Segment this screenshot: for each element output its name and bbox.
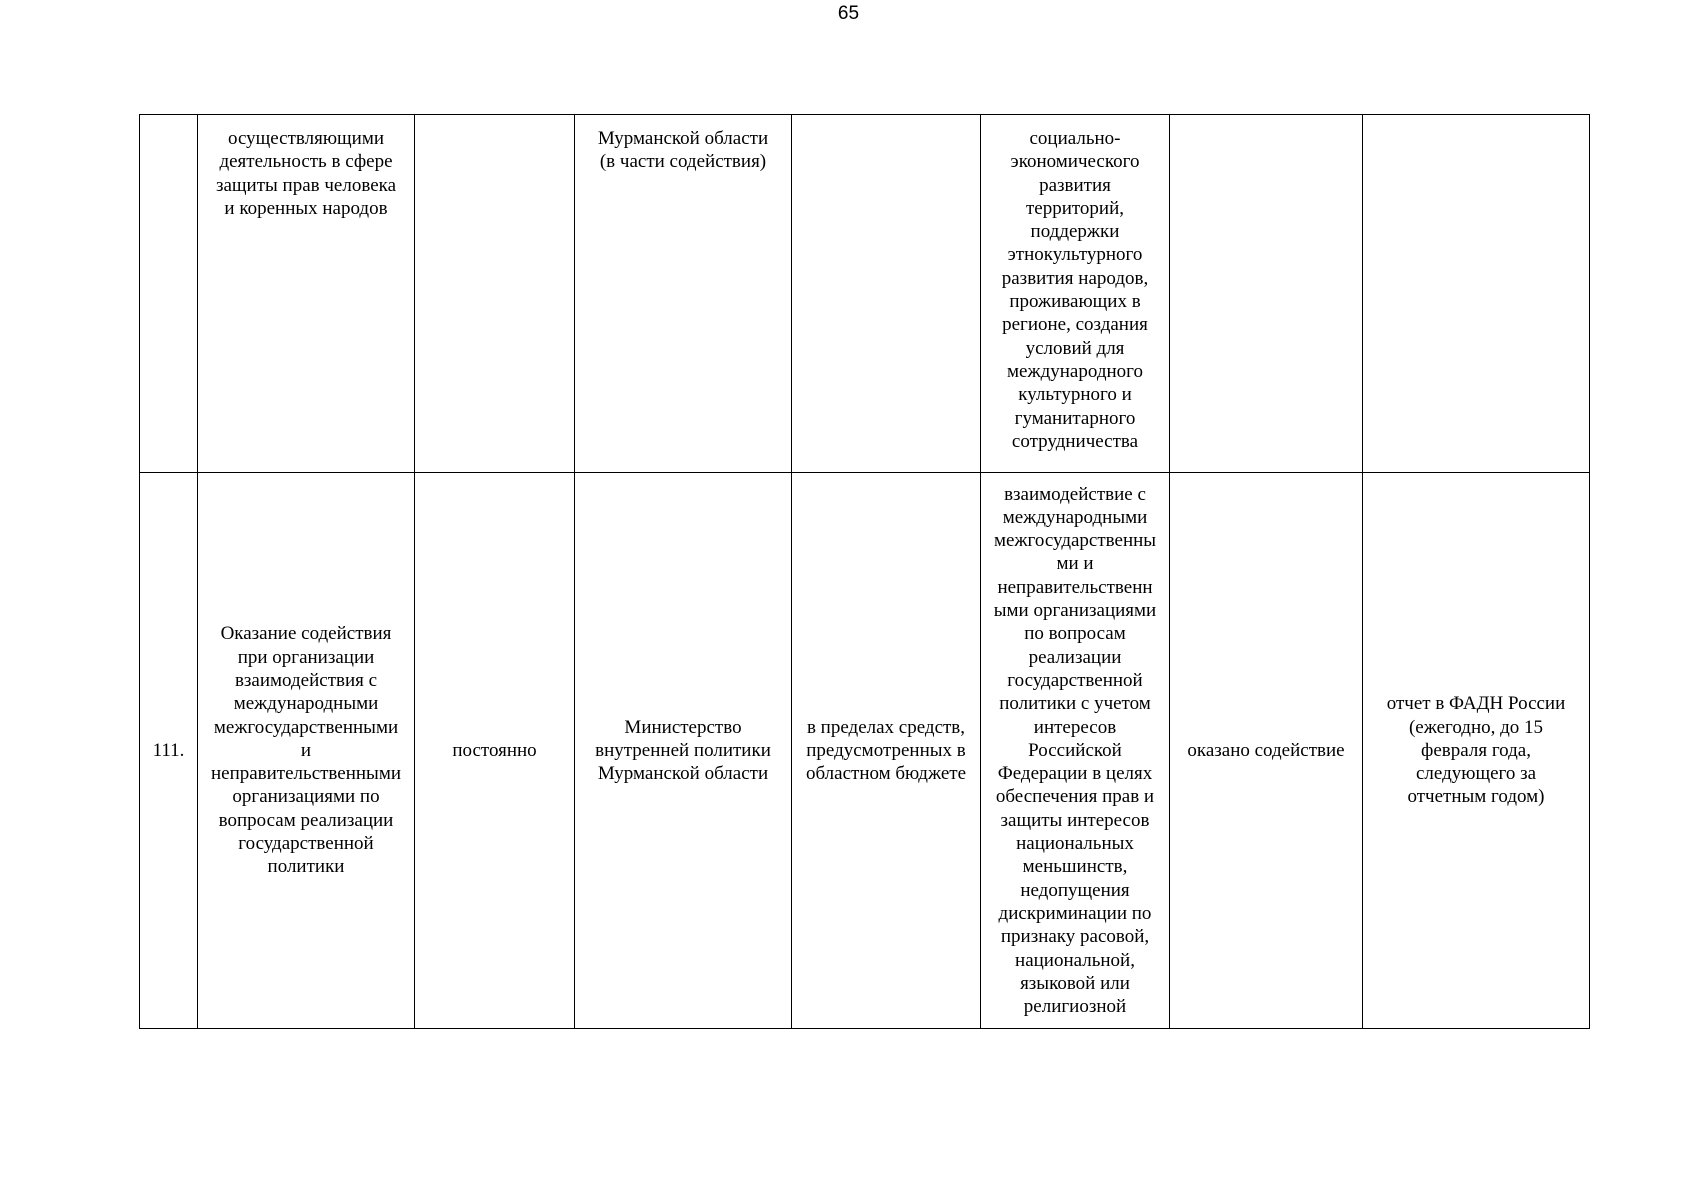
executor-cell bbox=[575, 473, 792, 1029]
cell-text-line: Мурманской области bbox=[597, 128, 769, 149]
table-row bbox=[140, 473, 1590, 1029]
cell-text-line: ыми организациями bbox=[993, 600, 1157, 622]
cell-text-line: Мурманской области bbox=[597, 763, 769, 785]
cell-text-line: неправительственными bbox=[210, 763, 402, 785]
cell-text-line: реализации bbox=[1028, 646, 1122, 668]
cell-text-line: развития народов, bbox=[1001, 267, 1149, 289]
row-number-cell bbox=[140, 473, 198, 1029]
cell-text-line: Федерации в целях bbox=[997, 763, 1153, 785]
activity-cell bbox=[198, 115, 415, 473]
cell-text-line: отчет в ФАДН России bbox=[1386, 693, 1566, 715]
cell-text-line: и коренных народов bbox=[224, 197, 388, 219]
cell-text-line: национальной, bbox=[1015, 949, 1135, 971]
cell-text-line: осуществляющими bbox=[227, 128, 385, 149]
cell-text-line: поддержки bbox=[1030, 221, 1120, 243]
cell-text-line: неправительственн bbox=[997, 576, 1153, 598]
funding-cell bbox=[792, 115, 981, 473]
cell-text-line: социально- bbox=[1029, 128, 1121, 149]
cell-text-line: этнокультурного bbox=[1007, 244, 1143, 266]
cell-text-line: условий для bbox=[1025, 337, 1125, 359]
cell-text-line: территорий, bbox=[1025, 197, 1125, 219]
cell-text-line: дискриминации по bbox=[998, 902, 1152, 924]
period-cell bbox=[415, 473, 575, 1029]
cell-text-line: государственной bbox=[238, 833, 374, 855]
cell-text-line: и bbox=[300, 739, 312, 761]
cell-text-line: признаку расовой, bbox=[1000, 926, 1150, 948]
cell-text-line: (в части содействия) bbox=[599, 151, 767, 173]
cell-text-line: обеспечения прав и bbox=[995, 786, 1155, 808]
cell-text-line: деятельность в сфере bbox=[219, 151, 393, 173]
cell-text-line: защиты прав человека bbox=[215, 174, 397, 196]
cell-text-line: организациями по bbox=[232, 786, 380, 808]
cell-text-line: национальных bbox=[1016, 833, 1134, 855]
cell-text-line: политики с учетом bbox=[999, 693, 1151, 715]
cell-text-line: межгосударственны bbox=[993, 530, 1157, 552]
cell-text-line: регионе, создания bbox=[1002, 314, 1148, 336]
cell-text-line: недопущения bbox=[1020, 879, 1130, 901]
table-row bbox=[140, 115, 1590, 473]
cell-text-line: предусмотренных в bbox=[806, 739, 966, 761]
report-cell bbox=[1363, 473, 1590, 1029]
cell-text-line: внутренней политики bbox=[595, 739, 771, 761]
cell-text-line: при организации bbox=[237, 646, 375, 668]
page-number: 65 bbox=[837, 3, 860, 24]
plan-table bbox=[139, 114, 1590, 1029]
cell-text-line: следующего за bbox=[1415, 763, 1537, 785]
cell-text-line: отчетным годом) bbox=[1407, 786, 1545, 808]
cell-text-line: экономического bbox=[1010, 151, 1140, 173]
cell-text-line: интересов bbox=[1033, 716, 1117, 738]
cell-text-line: культурного и bbox=[1018, 384, 1132, 406]
cell-text-line: ми и bbox=[1056, 553, 1094, 575]
cell-text-line: гуманитарного bbox=[1014, 407, 1136, 429]
cell-text-line: языковой или bbox=[1020, 972, 1130, 994]
executor-cell bbox=[575, 115, 792, 473]
cell-text-line: взаимодействие с bbox=[1004, 483, 1146, 505]
goal-cell bbox=[981, 115, 1170, 473]
cell-text-line: (ежегодно, до 15 bbox=[1408, 716, 1544, 738]
goal-cell bbox=[981, 473, 1170, 1029]
cell-text-line: взаимодействия с bbox=[234, 669, 378, 691]
cell-text-line: религиозной bbox=[1023, 996, 1127, 1018]
cell-text-line: Министерство bbox=[624, 716, 742, 738]
cell-text-line: проживающих в bbox=[1009, 291, 1141, 313]
cell-text-line: оказано содействие bbox=[1187, 739, 1345, 761]
cell-text-line: Оказание содействия bbox=[220, 623, 392, 645]
result-cell bbox=[1170, 115, 1363, 473]
report-cell bbox=[1363, 115, 1590, 473]
cell-text-line: сотрудничества bbox=[1011, 430, 1139, 452]
cell-text-line: областном бюджете bbox=[805, 763, 967, 785]
cell-text-line: февраля года, bbox=[1421, 739, 1531, 761]
cell-text-line: политики bbox=[267, 856, 345, 878]
cell-text-line: международными bbox=[1002, 506, 1148, 528]
cell-text-line: меньшинств, bbox=[1022, 856, 1128, 878]
cell-text-line: постоянно bbox=[452, 739, 537, 761]
cell-text-line: государственной bbox=[1007, 669, 1143, 691]
cell-text-line: по вопросам bbox=[1024, 623, 1126, 645]
cell-text-line: межгосударственными bbox=[213, 716, 399, 738]
cell-text-line: международными bbox=[233, 693, 379, 715]
result-cell bbox=[1170, 473, 1363, 1029]
activity-cell bbox=[198, 473, 415, 1029]
row-number-cell bbox=[140, 115, 198, 473]
cell-text-line: в пределах средств, bbox=[806, 716, 966, 738]
cell-text: 111. bbox=[152, 739, 185, 761]
cell-text-line: развития bbox=[1039, 174, 1111, 196]
cell-text-line: защиты интересов bbox=[1000, 809, 1150, 831]
period-cell bbox=[415, 115, 575, 473]
cell-text-line: Российской bbox=[1028, 739, 1122, 761]
funding-cell bbox=[792, 473, 981, 1029]
cell-text-line: вопросам реализации bbox=[218, 809, 394, 831]
cell-text-line: международного bbox=[1007, 360, 1143, 382]
